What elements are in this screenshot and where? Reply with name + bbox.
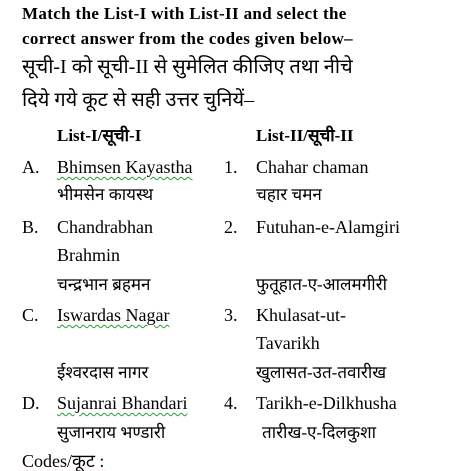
list2-item-1-en: Chahar chaman	[256, 157, 369, 177]
list2-num-2: 2.	[224, 217, 238, 237]
question-en-line1: Match the List-I with List-II and select the	[22, 4, 347, 23]
list1-label-a: A.	[22, 157, 40, 177]
codes-label: Codes/कूट :	[22, 451, 105, 471]
question-en-line2: correct answer from the codes given below–	[22, 29, 354, 48]
list2-item-2-hi: फुतूहात-ए-आलमगीरी	[256, 275, 388, 294]
list2-num-1: 1.	[224, 157, 238, 177]
list1-label-b: B.	[22, 217, 39, 237]
list1-item-b-hi: चन्द्रभान ब्रहमन	[57, 275, 151, 294]
list2-num-3: 3.	[224, 305, 238, 325]
list1-item-c-hi: ईश्वरदास नागर	[57, 363, 149, 382]
list2-num-4: 4.	[224, 393, 238, 413]
list1-item-a-hi: भीमसेन कायस्थ	[57, 185, 154, 204]
list2-item-3-en-line2: Tavarikh	[256, 333, 320, 353]
list1-label-d: D.	[22, 393, 40, 413]
question-hi-line2: दिये गये कूट से सही उत्तर चुनियें–	[22, 89, 255, 111]
list2-item-3-hi: खुलासत-उत-तवारीख	[256, 363, 387, 382]
list2-header: List-II/सूची-II	[256, 126, 354, 145]
list2-item-4-hi: तारीख-ए-दिलकुशा	[262, 423, 377, 442]
list1-header: List-I/सूची-I	[57, 126, 142, 145]
list1-item-d-hi: सुजानराय भण्डारी	[57, 423, 166, 442]
list2-item-1-hi: चहार चमन	[256, 185, 322, 204]
list1-item-c-en: Iswardas Nagar	[57, 305, 170, 325]
question-hi-line1: सूची-I को सूची-II से सुमेलित कीजिए तथा नीचे	[22, 56, 353, 78]
list2-item-3-en-line1: Khulasat-ut-	[256, 305, 346, 325]
list1-item-b-en-line1: Chandrabhan	[57, 217, 153, 237]
list1-item-b-en-line2: Brahmin	[57, 245, 120, 265]
list2-item-2-en: Futuhan-e-Alamgiri	[256, 217, 400, 237]
list1-item-d-en: Sujanrai Bhandari	[57, 393, 188, 413]
list1-item-a-en: Bhimsen Kayastha	[57, 157, 193, 177]
list1-label-c: C.	[22, 305, 39, 325]
list2-item-4-en: Tarikh-e-Dilkhusha	[256, 393, 397, 413]
